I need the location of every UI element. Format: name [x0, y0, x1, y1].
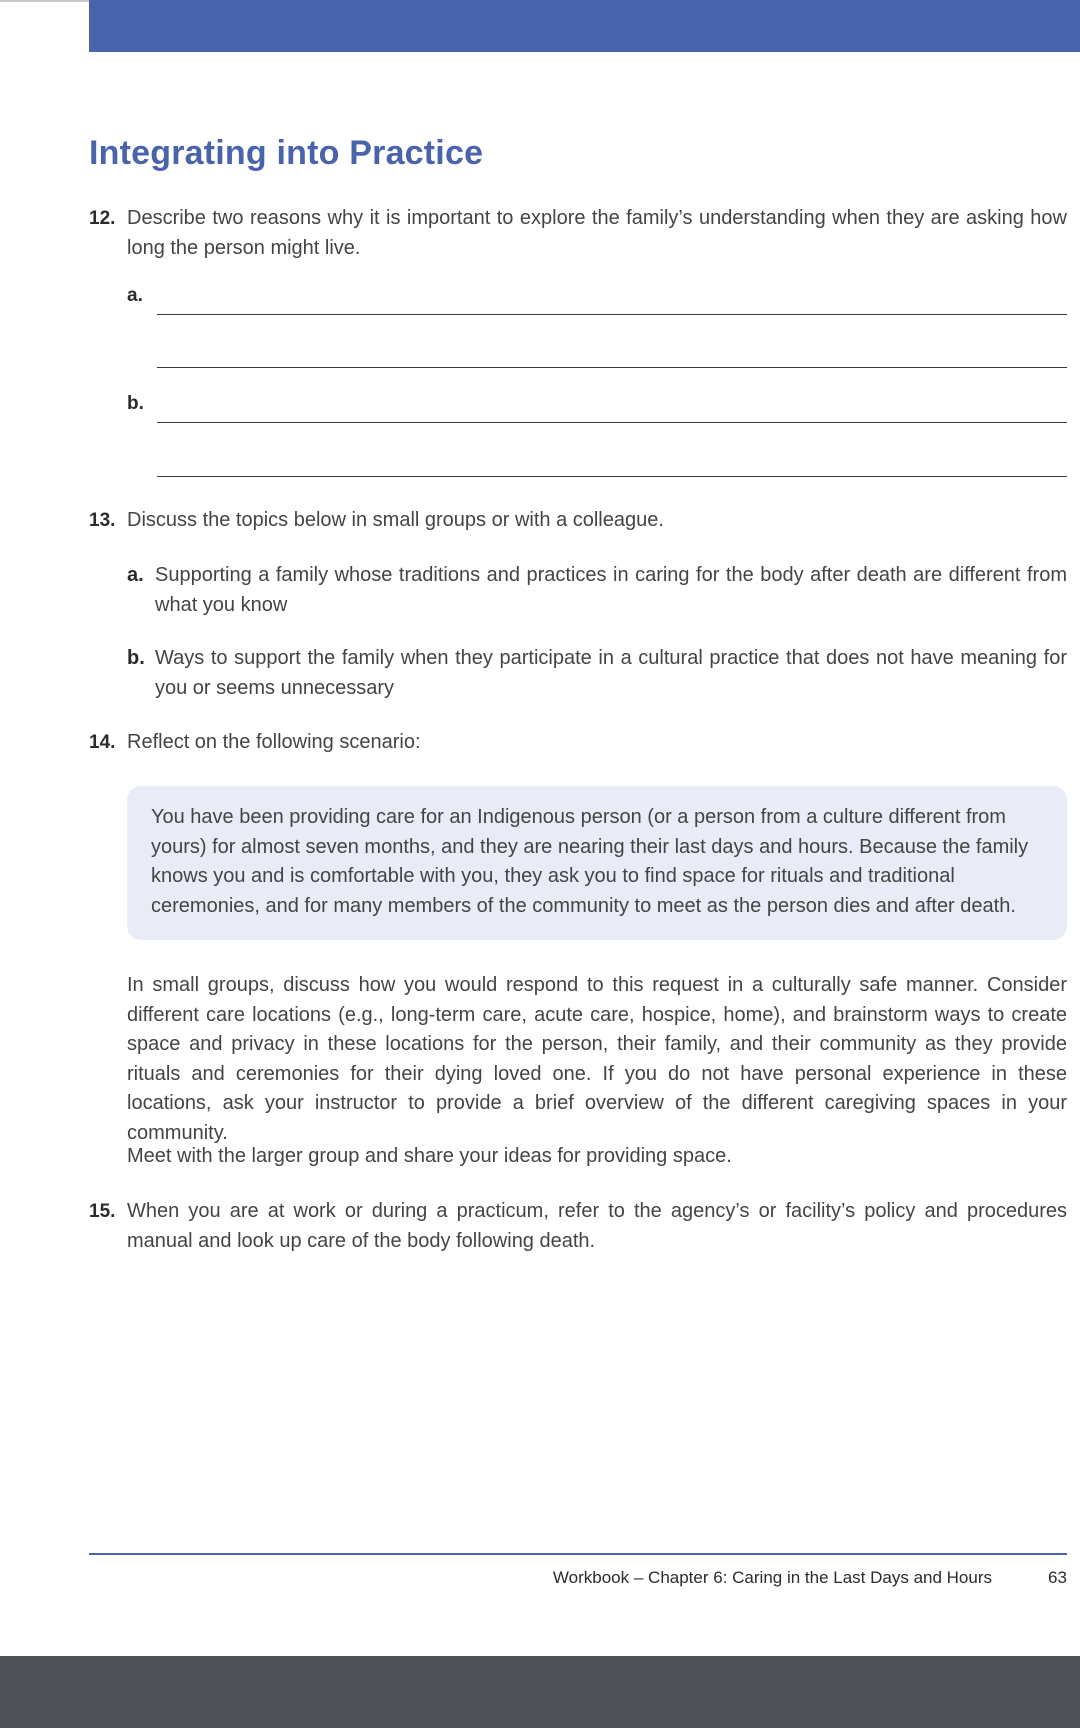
footer-chapter-title: Workbook – Chapter 6: Caring in the Last Days and Hours — [552, 1568, 992, 1587]
answer-blank-a[interactable] — [127, 285, 1067, 315]
question-text: Reflect on the following scenario: — [127, 731, 421, 753]
question-15 — [89, 1197, 1067, 1256]
answer-line[interactable] — [157, 314, 1067, 315]
question-12 — [89, 204, 1067, 263]
answer-blank-a-continued[interactable] — [127, 338, 1067, 368]
answer-line[interactable] — [157, 367, 1067, 368]
answer-blank-b-continued[interactable] — [127, 447, 1067, 477]
question-text: Discuss the topics below in small groups or with a colleague. — [127, 509, 664, 531]
item-label: b. — [127, 647, 145, 669]
scenario-box — [127, 786, 1067, 940]
question-text: When you are at work or during a practicum, refer to the agency’s or facility’s policy and procedures manual and look up care of the body following death. — [127, 1200, 1067, 1252]
question-text: Describe two reasons why it is important to explore the family’s understanding when they are asking how long the person might live. — [127, 207, 1067, 259]
scenario-text: You have been providing care for an Indigenous person (or a person from a culture different from yours) for almost seven months, and they are nearing their last days and hours. Because the family knows you and is comfortable with you, they ask you to find space for rituals and traditional ceremonies, and for many members of the community to meet as the person dies and after death. — [151, 806, 1029, 917]
question-13 — [89, 506, 1067, 536]
answer-blank-b[interactable] — [127, 393, 1067, 423]
question-number: 12. — [89, 208, 116, 229]
page-number: 63 — [1048, 1568, 1067, 1587]
blank-label: a. — [127, 285, 143, 306]
section-title: Integrating into Practice — [89, 134, 484, 172]
item-label: a. — [127, 564, 144, 586]
question-14 — [89, 728, 1067, 758]
topic-item-b — [127, 644, 1067, 703]
item-text: Supporting a family whose traditions and practices in caring for the body after death are different from what you know — [155, 564, 1067, 616]
bottom-bar — [0, 1656, 1080, 1728]
blank-label: b. — [127, 393, 144, 414]
discussion-paragraph: In small groups, discuss how you would respond to this request in a culturally safe manner. Consider different care locations (e.g., long-term care, acute care, hospice, home), and brainstorm ways to create space and privacy in these locations for the person, their family, and their community as they provide rituals and ceremonies for their dying loved one. If you do not have personal experience in these locations, ask your instructor to provide a brief overview of the different caregiving spaces in your community. — [127, 974, 1067, 1144]
top-rule — [0, 0, 89, 2]
question-number: 13. — [89, 510, 116, 531]
question-number: 15. — [89, 1201, 116, 1222]
share-paragraph: Meet with the larger group and share your ideas for providing space. — [127, 1145, 732, 1167]
topic-item-a — [127, 561, 1067, 620]
item-text: Ways to support the family when they participate in a cultural practice that does not have meaning for you or seems unnecessary — [155, 647, 1067, 699]
answer-line[interactable] — [157, 422, 1067, 423]
footer-rule — [89, 1553, 1067, 1555]
question-number: 14. — [89, 732, 116, 753]
answer-line[interactable] — [157, 476, 1067, 477]
header-band — [89, 0, 1080, 52]
